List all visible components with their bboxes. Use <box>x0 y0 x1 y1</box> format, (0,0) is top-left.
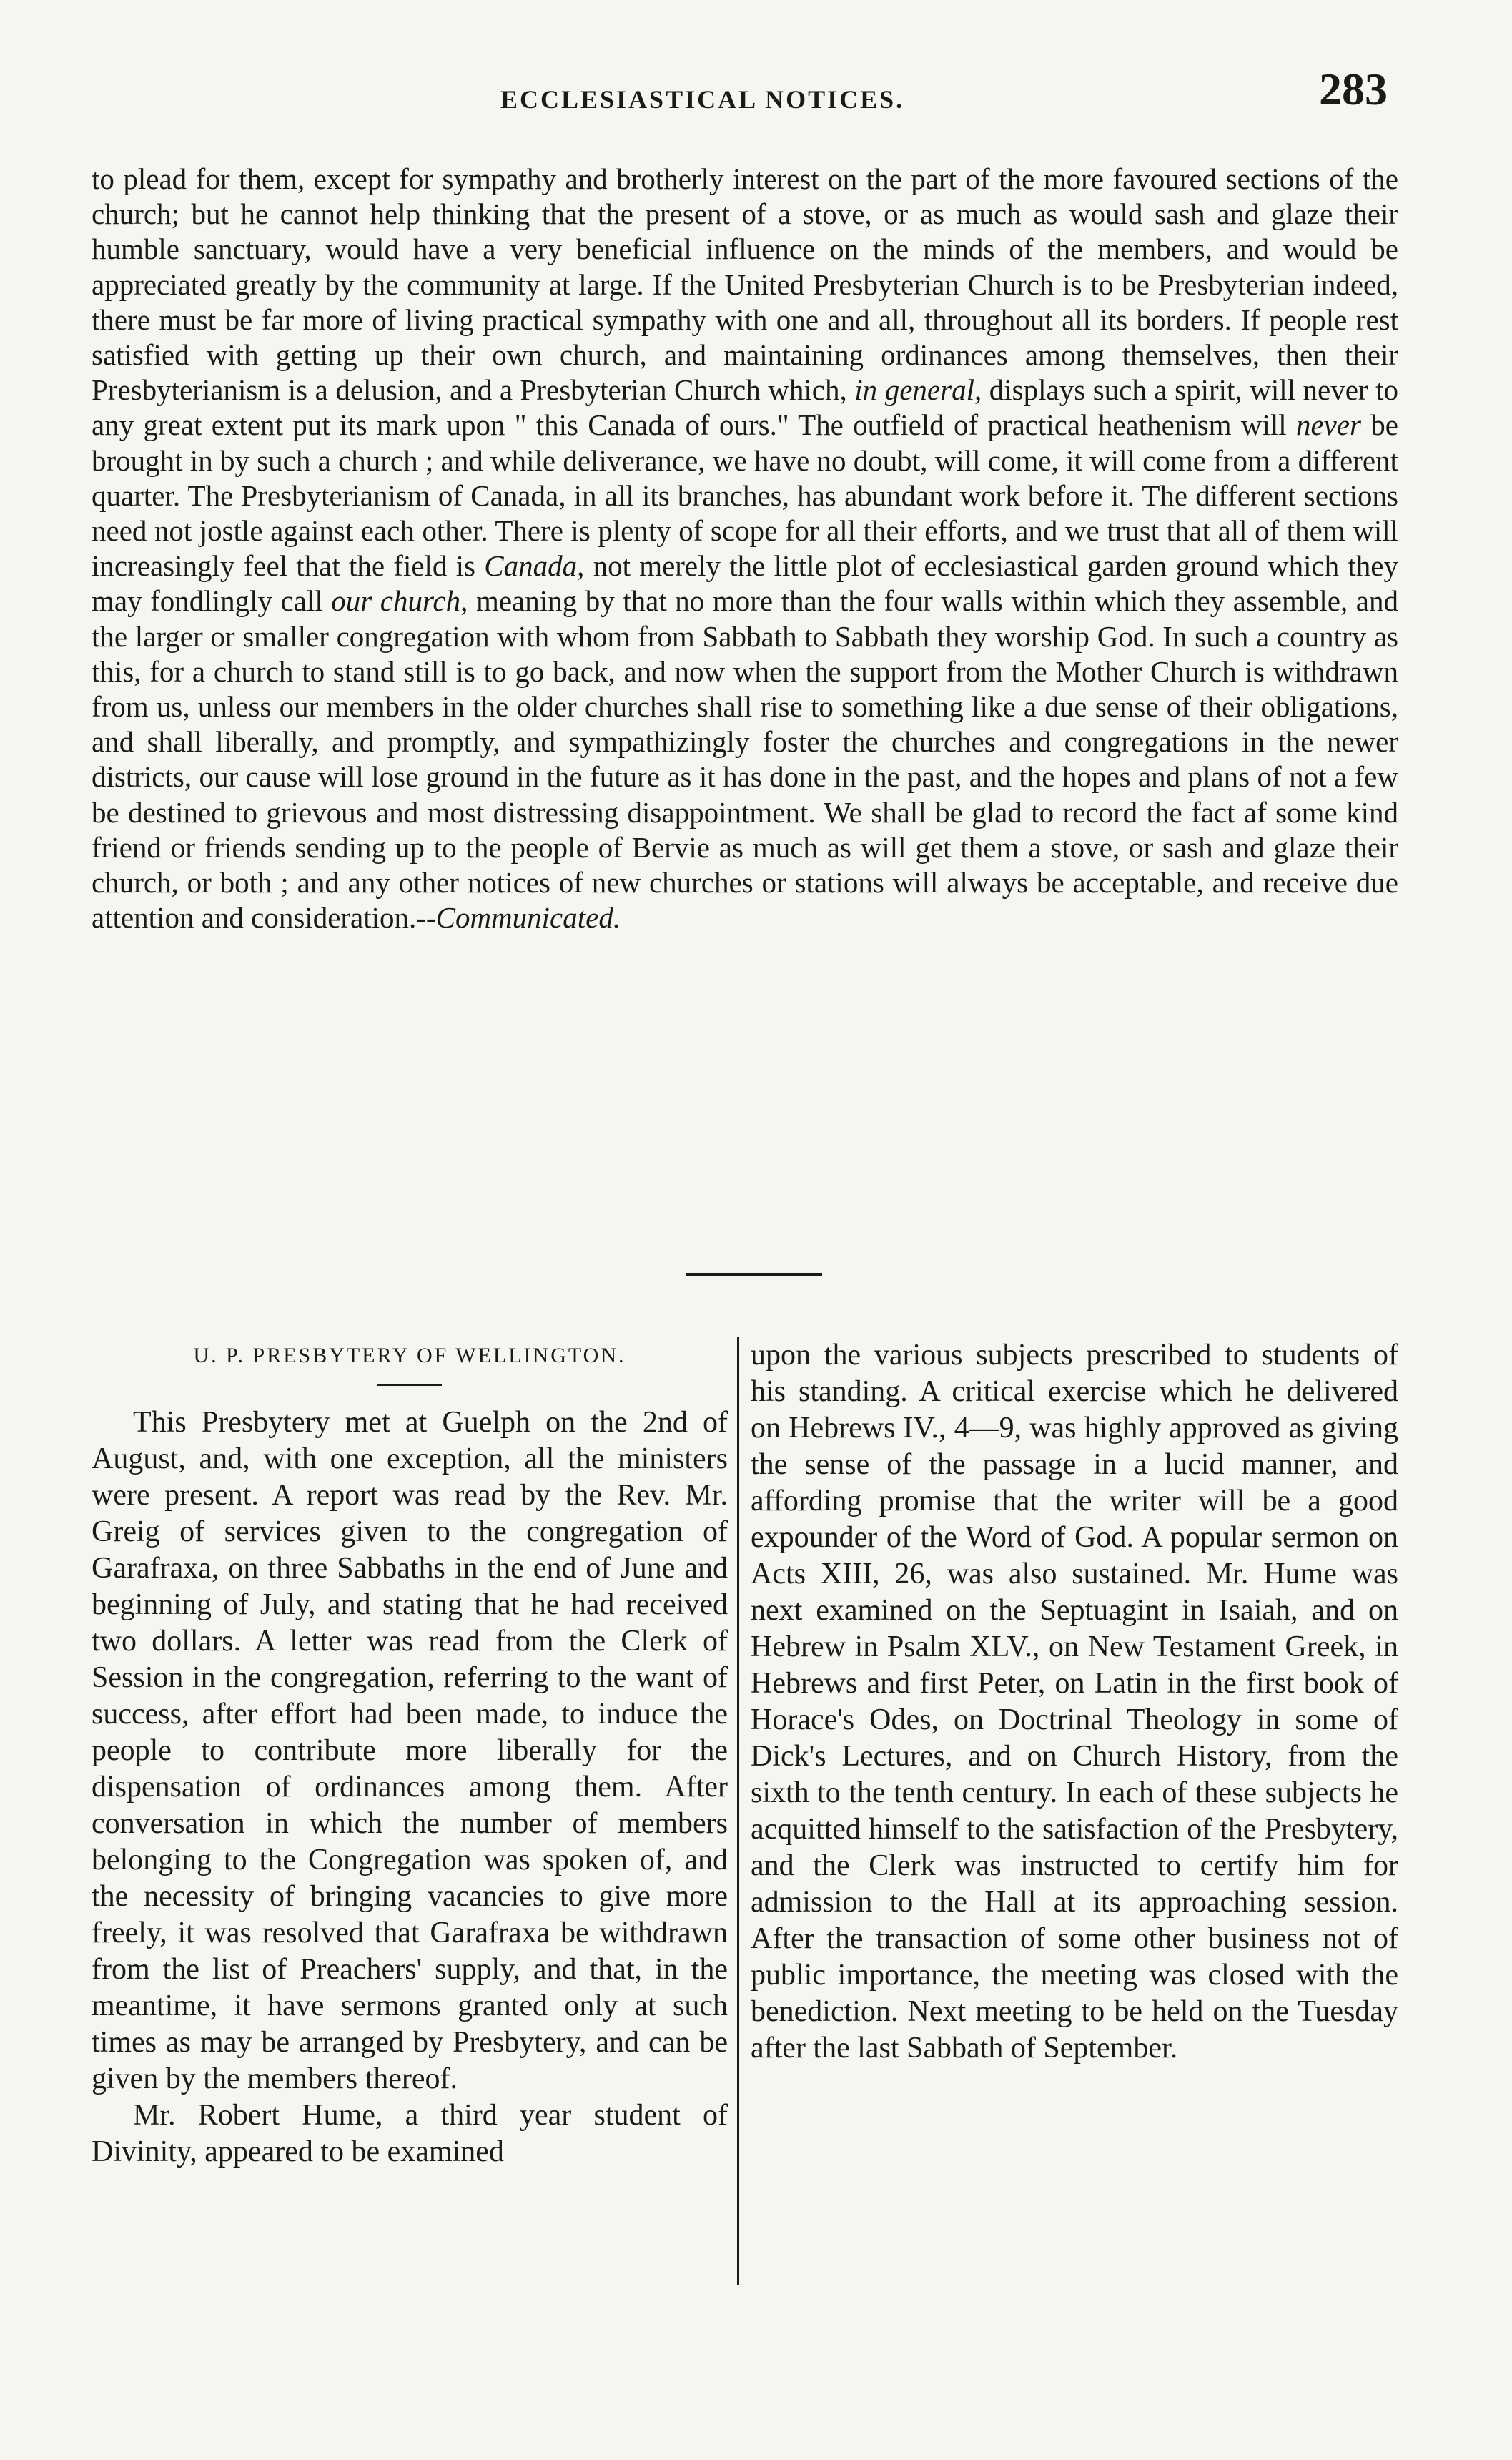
presbytery-column-right <box>751 1337 1398 2067</box>
presbytery-paragraph-1: This Presbytery met at Guelph on the 2nd of August, and, with one exception, all the ministers were present. A report was read by the Rev. Mr. Greig of services given to the congregation of Garafraxa, on three Sabbaths in the end of June and beginning of July, and stating that he had received two dollars. A letter was read from the Clerk of Session in the congregation, referring to the want of success, after effort had been made, to induce the people to contribute more liberally for the dispensation of ordinances among them. After conversation in which the number of members belonging to the Congregation was spoken of, and the necessity of bringing vacancies to give more freely, it was resolved that Garafraxa be withdrawn from the list of Preachers' supply, and that, in the meantime, it have sermons granted only at such times as may be arranged by Presbytery, and can be given by the members thereof. <box>92 1406 728 2095</box>
page-number: 283 <box>1319 64 1388 114</box>
section-separator-rule <box>686 1273 822 1276</box>
running-title: ECCLESIASTICAL NOTICES. <box>500 85 905 114</box>
text-run: be brought in by such a church ; and while deliverance, we have no doubt, will come, it will come from a different quarter. The Presbyterianism of Canada, in all its branches, has abundant work before it. The different sections need not jostle against each other. There is plenty of scope for all their efforts, and we trust that all of them will increasingly feel that the field is <box>92 408 1398 583</box>
presbytery-paragraph-2: Mr. Robert Hume, a third year student of Divinity, appeared to be examined <box>92 2099 728 2168</box>
heading-dash <box>377 1384 442 1386</box>
article-paragraph <box>92 162 1398 935</box>
text-run: , not merely the little plot of ecclesiastical garden ground which they may fondlingly call <box>92 549 1398 618</box>
section-heading: U. P. PRESBYTERY OF WELLINGTON. <box>193 1344 626 1367</box>
article-continuation <box>92 162 1398 935</box>
emphasis-in-general: in general <box>854 373 974 407</box>
text-run: , meaning by that no more than the four walls within which they assemble, and the larger or smaller congregation with whom from Sabbath to Sabbath they worship God. In such a country as this, for a church to stand still is to go back, and now when the support from the Mother Church is withdrawn from us, unless our members in the older churches shall rise to something like a due sense of their obligations, and shall liberally, and promptly, and sympathizingly foster the churches and congregations in the newer districts, our cause will lose ground in the future as it has done in the past, and the hopes and plans of not a few be destined to grievous and most distressing disappointment. We shall be glad to record the fact af some kind friend or friends sending up to the people of Bervie as much as will get them a stove, or sash and glaze their church, or both ; and any other notices of new churches or stations will always be acceptable, and receive due attention and consideration.-- <box>92 584 1398 935</box>
emphasis-canada: Canada <box>484 549 578 583</box>
running-head <box>0 63 1512 127</box>
emphasis-never: never <box>1295 408 1361 442</box>
emphasis-communicated: Communicated. <box>435 901 621 935</box>
column-divider <box>737 1337 739 2285</box>
presbytery-paragraph-3: upon the various subjects prescribed to students of his standing. A critical exercise which he delivered on Hebrews IV., 4—9, was highly approved as giving the sense of the passage in a lucid manner, and affording promise that the writer will be a good expounder of the Word of God. A popular sermon on Acts XIII, 26, was also sustained. Mr. Hume was next examined on the Septuagint in Isaiah, and on Hebrew in Psalm XLV., on New Testament Greek, in Hebrews and first Peter, on Latin in the first book of Horace's Odes, on Doctrinal Theology in some of Dick's Lectures, and on Church History, from the sixth to the tenth century. In each of these subjects he acquitted himself to the satisfaction of the Presbytery, and the Clerk was instructed to certify him for admission to the Hall at its approaching session. After the transaction of some other business not of public importance, the meeting was closed with the benediction. Next meeting to be held on the Tuesday after the last Sabbath of September. <box>751 1339 1398 2065</box>
emphasis-our-church: our church <box>331 584 461 618</box>
text-run: to plead for them, except for sympathy and brotherly interest on the part of the more favoured sections of the church; but he cannot help thinking that the present of a stove, or as much as would sash and glaze their humble sanctuary, would have a very beneficial influence on the minds of the members, and would be appreciated greatly by the community at large. If the United Presbyterian Church is to be Presbyterian indeed, there must be far more of living practical sympathy with one and all, throughout all its borders. If people rest satisfied with getting up their own church, and maintaining ordinances among themselves, then their Presbyterianism is a delusion, and a Presbyterian Church which, <box>92 162 1398 407</box>
presbytery-column-left <box>92 1337 728 2170</box>
text-run: , displays such a spirit, will never to any great extent put its mark upon " this Canada of ours." The outfield of practical heathenism will <box>92 373 1399 442</box>
